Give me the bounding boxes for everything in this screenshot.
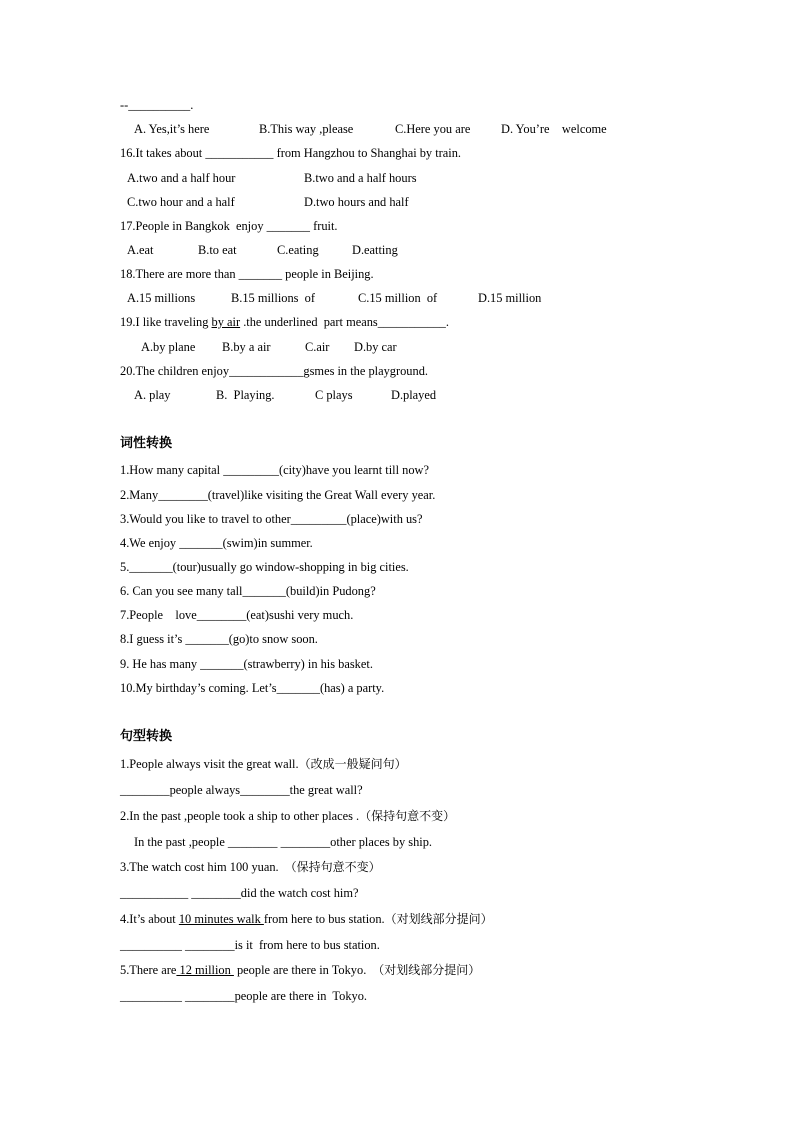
transform-item-1: 1.People always visit the great wall.（改成一般疑问句） [120,757,407,771]
q17-option-b: B.to eat [198,243,237,257]
q18-option-c: C.15 million of [358,291,438,305]
q19-option-b: B.by a air [222,340,271,354]
s5-underlined-phrase: 12 million [176,963,234,977]
q16-stem: 16.It takes about ___________ from Hangzhou to Shanghai by train. [120,146,462,160]
q18-option-b: B.15 millions of [231,291,315,305]
q20-option-b: B. Playing. [216,388,275,402]
q17-option-a: A.eat [127,243,154,257]
q17-stem: 17.People in Bangkok enjoy _______ fruit. [120,219,338,233]
q17-option-c: C.eating [277,243,319,257]
section-heading-sentence-transform: 句型转换 [120,729,173,744]
word-form-item: 8.I guess it’s _______(go)to snow soon. [120,632,318,646]
word-form-item: 4.We enjoy _______(swim)in summer. [120,536,313,550]
q15-option-b: B.This way ,please [259,122,354,136]
word-form-item: 10.My birthday’s coming. Let’s_______(has) a party. [120,681,385,695]
q20-option-c: C plays [315,388,353,402]
q16-option-a: A.two and a half hour [127,171,236,185]
q19-option-a: A.by plane [141,340,196,354]
q18-stem: 18.There are more than _______ people in Beijing. [120,267,374,281]
section-heading-word-forms: 词性转换 [120,436,173,451]
q15-option-c: C.Here you are [395,122,471,136]
q17-option-d: D.eatting [352,243,398,257]
word-form-item: 3.Would you like to travel to other_________(place)with us? [120,512,423,526]
q20-option-a: A. play [134,388,171,402]
word-form-item: 9. He has many _______(strawberry) in his basket. [120,657,373,671]
word-form-item: 7.People love________(eat)sushi very much. [120,608,354,622]
word-form-item: 2.Many________(travel)like visiting the Great Wall every year. [120,488,436,502]
q19-underlined-phrase: by air [211,315,241,329]
transform-answer-1: ________people always________the great wall? [120,783,363,797]
transform-answer-2: In the past ,people ________ ________other places by ship. [134,835,433,849]
transform-answer-5: __________ ________people are there in Tokyo. [120,989,368,1003]
q15-option-d: D. You’re welcome [501,122,607,136]
word-form-item: 5._______(tour)usually go window-shopping in big cities. [120,560,409,574]
q15-answer-blank: --__________. [120,98,194,112]
q18-option-d: D.15 million [478,291,542,305]
transform-answer-4: __________ ________is it from here to bus station. [120,938,380,952]
q19-stem: 19.I like traveling by air .the underlined part means___________. [120,315,449,329]
s4-underlined-phrase: 10 minutes walk [178,912,264,926]
q20-option-d: D.played [391,388,437,402]
transform-item-5: 5.There are 12 million people are there in Tokyo. （对划线部分提问） [120,963,481,977]
q15-option-a: A. Yes,it’s here [134,122,210,136]
q19-option-d: D.by car [354,340,397,354]
q20-stem: 20.The children enjoy____________gsmes in the playground. [120,364,428,378]
q16-option-d: D.two hours and half [304,195,409,209]
q19-option-c: C.air [305,340,330,354]
transform-item-2: 2.In the past ,people took a ship to other places .（保持句意不变） [120,809,456,823]
q16-option-c: C.two hour and a half [127,195,235,209]
q18-option-a: A.15 millions [127,291,196,305]
word-form-item: 1.How many capital _________(city)have you learnt till now? [120,463,429,477]
q16-option-b: B.two and a half hours [304,171,417,185]
transform-item-3: 3.The watch cost him 100 yuan. （保持句意不变） [120,860,381,874]
word-form-item: 6. Can you see many tall_______(build)in Pudong? [120,584,376,598]
transform-answer-3: ___________ ________did the watch cost him? [120,886,359,900]
transform-item-4: 4.It’s about 10 minutes walk from here to bus station.（对划线部分提问） [120,912,493,926]
